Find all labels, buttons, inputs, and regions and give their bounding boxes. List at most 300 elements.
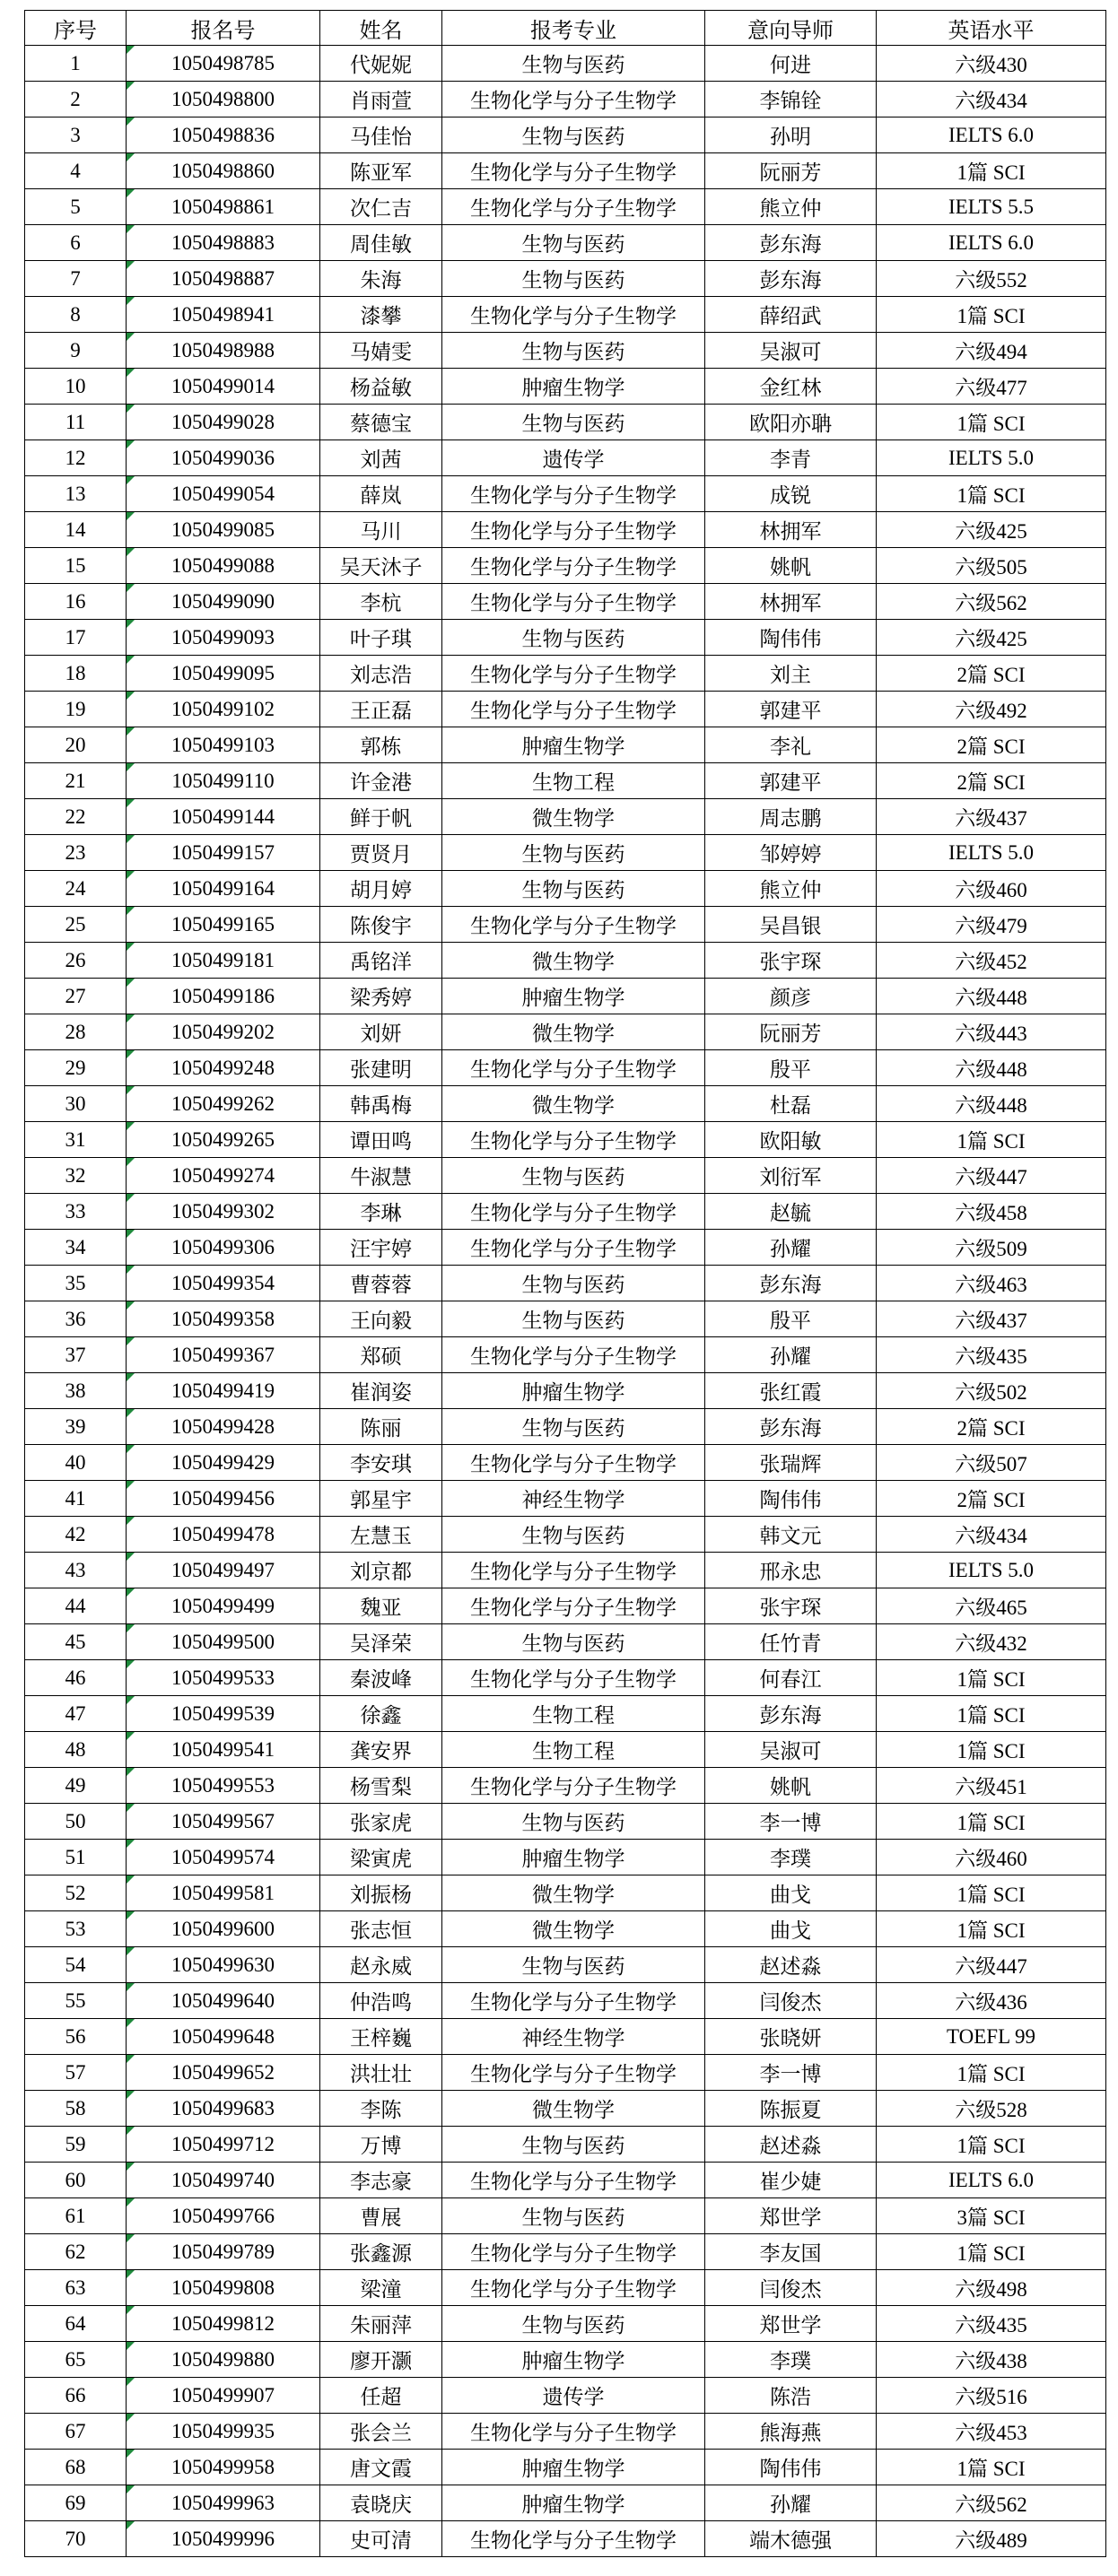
cell-major[interactable]: 生物化学与分子生物学 [442, 2414, 705, 2450]
cell-english-level[interactable]: 六级425 [877, 620, 1106, 656]
cell-registration-number[interactable]: 1050499103 [127, 727, 320, 763]
cell-registration-number[interactable]: 1050499202 [127, 1014, 320, 1050]
cell-name[interactable]: 朱丽萍 [320, 2306, 442, 2342]
cell-name[interactable]: 万博 [320, 2127, 442, 2163]
cell-english-level[interactable]: 六级516 [877, 2378, 1106, 2414]
cell-english-level[interactable]: 六级448 [877, 979, 1106, 1014]
cell-major[interactable]: 生物与医药 [442, 333, 705, 369]
cell-index[interactable]: 54 [25, 1947, 127, 1983]
cell-english-level[interactable]: 六级435 [877, 2306, 1106, 2342]
cell-name[interactable]: 秦波峰 [320, 1660, 442, 1696]
cell-english-level[interactable]: 六级502 [877, 1373, 1106, 1409]
cell-index[interactable]: 32 [25, 1158, 127, 1194]
cell-registration-number[interactable]: 1050499456 [127, 1481, 320, 1517]
cell-major[interactable]: 生物工程 [442, 763, 705, 799]
cell-english-level[interactable]: 六级562 [877, 584, 1106, 620]
cell-index[interactable]: 64 [25, 2306, 127, 2342]
cell-major[interactable]: 生物化学与分子生物学 [442, 476, 705, 512]
cell-supervisor[interactable]: 陶伟伟 [705, 2450, 877, 2485]
cell-supervisor[interactable]: 李璞 [705, 1840, 877, 1875]
cell-index[interactable]: 11 [25, 405, 127, 440]
cell-english-level[interactable]: IELTS 6.0 [877, 2163, 1106, 2198]
cell-supervisor[interactable]: 周志鹏 [705, 799, 877, 835]
cell-supervisor[interactable]: 姚帆 [705, 1768, 877, 1804]
cell-english-level[interactable]: 六级465 [877, 1588, 1106, 1624]
cell-index[interactable]: 14 [25, 512, 127, 548]
cell-index[interactable]: 29 [25, 1050, 127, 1086]
cell-index[interactable]: 68 [25, 2450, 127, 2485]
cell-registration-number[interactable]: 1050499090 [127, 584, 320, 620]
cell-major[interactable]: 生物化学与分子生物学 [442, 1050, 705, 1086]
cell-registration-number[interactable]: 1050499428 [127, 1409, 320, 1445]
cell-supervisor[interactable]: 林拥军 [705, 512, 877, 548]
cell-english-level[interactable]: 六级451 [877, 1768, 1106, 1804]
cell-registration-number[interactable]: 1050499600 [127, 1911, 320, 1947]
cell-registration-number[interactable]: 1050498836 [127, 117, 320, 153]
cell-registration-number[interactable]: 1050499648 [127, 2019, 320, 2055]
cell-major[interactable]: 生物化学与分子生物学 [442, 584, 705, 620]
cell-name[interactable]: 李陈 [320, 2091, 442, 2127]
cell-supervisor[interactable]: 殷平 [705, 1050, 877, 1086]
cell-index[interactable]: 6 [25, 225, 127, 261]
cell-name[interactable]: 叶子琪 [320, 620, 442, 656]
cell-index[interactable]: 3 [25, 117, 127, 153]
cell-registration-number[interactable]: 1050499880 [127, 2342, 320, 2378]
cell-registration-number[interactable]: 1050499036 [127, 440, 320, 476]
cell-supervisor[interactable]: 张宇琛 [705, 1588, 877, 1624]
cell-name[interactable]: 吴天沐子 [320, 548, 442, 584]
cell-supervisor[interactable]: 崔少婕 [705, 2163, 877, 2198]
cell-supervisor[interactable]: 李璞 [705, 2342, 877, 2378]
cell-major[interactable]: 生物化学与分子生物学 [442, 153, 705, 189]
cell-registration-number[interactable]: 1050499014 [127, 369, 320, 405]
cell-english-level[interactable]: 1篇 SCI [877, 1696, 1106, 1732]
cell-name[interactable]: 张鑫源 [320, 2234, 442, 2270]
cell-index[interactable]: 19 [25, 692, 127, 727]
cell-major[interactable]: 生物与医药 [442, 620, 705, 656]
cell-major[interactable]: 肿瘤生物学 [442, 1373, 705, 1409]
cell-supervisor[interactable]: 颜彦 [705, 979, 877, 1014]
cell-index[interactable]: 5 [25, 189, 127, 225]
cell-registration-number[interactable]: 1050499541 [127, 1732, 320, 1768]
cell-index[interactable]: 69 [25, 2485, 127, 2521]
cell-registration-number[interactable]: 1050498883 [127, 225, 320, 261]
cell-registration-number[interactable]: 1050499907 [127, 2378, 320, 2414]
cell-english-level[interactable]: 六级492 [877, 692, 1106, 727]
cell-index[interactable]: 38 [25, 1373, 127, 1409]
cell-registration-number[interactable]: 1050499164 [127, 871, 320, 907]
cell-supervisor[interactable]: 阮丽芳 [705, 1014, 877, 1050]
cell-major[interactable]: 生物化学与分子生物学 [442, 189, 705, 225]
cell-index[interactable]: 48 [25, 1732, 127, 1768]
cell-registration-number[interactable]: 1050499367 [127, 1337, 320, 1373]
cell-english-level[interactable]: 六级505 [877, 548, 1106, 584]
cell-name[interactable]: 李琳 [320, 1194, 442, 1230]
cell-registration-number[interactable]: 1050499274 [127, 1158, 320, 1194]
cell-name[interactable]: 鲜于帆 [320, 799, 442, 835]
cell-major[interactable]: 微生物学 [442, 799, 705, 835]
cell-index[interactable]: 60 [25, 2163, 127, 2198]
cell-major[interactable]: 生物与医药 [442, 225, 705, 261]
cell-registration-number[interactable]: 1050499102 [127, 692, 320, 727]
cell-index[interactable]: 49 [25, 1768, 127, 1804]
cell-english-level[interactable]: 1篇 SCI [877, 476, 1106, 512]
cell-name[interactable]: 刘京都 [320, 1553, 442, 1588]
cell-supervisor[interactable]: 孙耀 [705, 1230, 877, 1266]
cell-supervisor[interactable]: 赵述淼 [705, 2127, 877, 2163]
cell-supervisor[interactable]: 陶伟伟 [705, 1481, 877, 1517]
cell-index[interactable]: 13 [25, 476, 127, 512]
cell-name[interactable]: 王正磊 [320, 692, 442, 727]
cell-index[interactable]: 16 [25, 584, 127, 620]
cell-registration-number[interactable]: 1050498800 [127, 82, 320, 117]
cell-registration-number[interactable]: 1050498861 [127, 189, 320, 225]
cell-supervisor[interactable]: 端木德强 [705, 2521, 877, 2557]
cell-registration-number[interactable]: 1050499789 [127, 2234, 320, 2270]
cell-english-level[interactable]: 六级434 [877, 82, 1106, 117]
cell-supervisor[interactable]: 李青 [705, 440, 877, 476]
cell-name[interactable]: 徐鑫 [320, 1696, 442, 1732]
cell-index[interactable]: 30 [25, 1086, 127, 1122]
cell-name[interactable]: 崔润姿 [320, 1373, 442, 1409]
cell-major[interactable]: 生物与医药 [442, 1409, 705, 1445]
cell-supervisor[interactable]: 彭东海 [705, 1409, 877, 1445]
cell-english-level[interactable]: 六级447 [877, 1947, 1106, 1983]
cell-name[interactable]: 张建明 [320, 1050, 442, 1086]
cell-supervisor[interactable]: 郭建平 [705, 692, 877, 727]
cell-supervisor[interactable]: 欧阳亦聃 [705, 405, 877, 440]
cell-major[interactable]: 生物化学与分子生物学 [442, 1983, 705, 2019]
cell-english-level[interactable]: 六级507 [877, 1445, 1106, 1481]
cell-supervisor[interactable]: 吴昌银 [705, 907, 877, 943]
cell-english-level[interactable]: 六级425 [877, 512, 1106, 548]
cell-index[interactable]: 53 [25, 1911, 127, 1947]
cell-major[interactable]: 生物与医药 [442, 1624, 705, 1660]
cell-major[interactable]: 生物化学与分子生物学 [442, 907, 705, 943]
cell-major[interactable]: 生物化学与分子生物学 [442, 548, 705, 584]
cell-supervisor[interactable]: 曲戈 [705, 1911, 877, 1947]
cell-index[interactable]: 12 [25, 440, 127, 476]
cell-registration-number[interactable]: 1050499581 [127, 1875, 320, 1911]
cell-major[interactable]: 生物与医药 [442, 1804, 705, 1840]
cell-supervisor[interactable]: 孙耀 [705, 2485, 877, 2521]
cell-registration-number[interactable]: 1050499630 [127, 1947, 320, 1983]
cell-major[interactable]: 生物与医药 [442, 1947, 705, 1983]
cell-name[interactable]: 袁晓庆 [320, 2485, 442, 2521]
cell-supervisor[interactable]: 刘衍军 [705, 1158, 877, 1194]
cell-english-level[interactable]: IELTS 6.0 [877, 225, 1106, 261]
cell-name[interactable]: 郭栋 [320, 727, 442, 763]
cell-supervisor[interactable]: 刘主 [705, 656, 877, 692]
cell-name[interactable]: 魏亚 [320, 1588, 442, 1624]
cell-supervisor[interactable]: 彭东海 [705, 261, 877, 297]
cell-major[interactable]: 肿瘤生物学 [442, 2342, 705, 2378]
cell-english-level[interactable]: 1篇 SCI [877, 2450, 1106, 2485]
cell-supervisor[interactable]: 李礼 [705, 727, 877, 763]
cell-registration-number[interactable]: 1050499963 [127, 2485, 320, 2521]
cell-major[interactable]: 生物与医药 [442, 835, 705, 871]
cell-major[interactable]: 生物化学与分子生物学 [442, 1445, 705, 1481]
cell-supervisor[interactable]: 成锐 [705, 476, 877, 512]
cell-name[interactable]: 马川 [320, 512, 442, 548]
cell-registration-number[interactable]: 1050498988 [127, 333, 320, 369]
cell-english-level[interactable]: 六级489 [877, 2521, 1106, 2557]
cell-english-level[interactable]: 1篇 SCI [877, 1122, 1106, 1158]
cell-name[interactable]: 朱海 [320, 261, 442, 297]
cell-major[interactable]: 生物化学与分子生物学 [442, 2521, 705, 2557]
cell-name[interactable]: 梁潼 [320, 2270, 442, 2306]
cell-name[interactable]: 代妮妮 [320, 46, 442, 82]
cell-registration-number[interactable]: 1050499958 [127, 2450, 320, 2485]
cell-english-level[interactable]: 六级498 [877, 2270, 1106, 2306]
cell-supervisor[interactable]: 彭东海 [705, 1266, 877, 1301]
cell-registration-number[interactable]: 1050499766 [127, 2198, 320, 2234]
cell-english-level[interactable]: 1篇 SCI [877, 297, 1106, 333]
cell-english-level[interactable]: 六级430 [877, 46, 1106, 82]
cell-index[interactable]: 17 [25, 620, 127, 656]
cell-name[interactable]: 陈亚军 [320, 153, 442, 189]
cell-english-level[interactable]: IELTS 6.0 [877, 117, 1106, 153]
cell-name[interactable]: 周佳敏 [320, 225, 442, 261]
cell-index[interactable]: 31 [25, 1122, 127, 1158]
cell-english-level[interactable]: 六级562 [877, 2485, 1106, 2521]
cell-name[interactable]: 禹铭洋 [320, 943, 442, 979]
cell-registration-number[interactable]: 1050499683 [127, 2091, 320, 2127]
cell-registration-number[interactable]: 1050499358 [127, 1301, 320, 1337]
cell-supervisor[interactable]: 闫俊杰 [705, 1983, 877, 2019]
cell-supervisor[interactable]: 孙明 [705, 117, 877, 153]
cell-registration-number[interactable]: 1050499478 [127, 1517, 320, 1553]
cell-name[interactable]: 刘茜 [320, 440, 442, 476]
cell-major[interactable]: 生物与医药 [442, 1517, 705, 1553]
cell-english-level[interactable]: 1篇 SCI [877, 1804, 1106, 1840]
cell-major[interactable]: 遗传学 [442, 2378, 705, 2414]
cell-name[interactable]: 贾贤月 [320, 835, 442, 871]
cell-name[interactable]: 郑硕 [320, 1337, 442, 1373]
cell-registration-number[interactable]: 1050498860 [127, 153, 320, 189]
cell-index[interactable]: 27 [25, 979, 127, 1014]
cell-name[interactable]: 韩禹梅 [320, 1086, 442, 1122]
cell-major[interactable]: 生物与医药 [442, 1266, 705, 1301]
cell-registration-number[interactable]: 1050499306 [127, 1230, 320, 1266]
cell-english-level[interactable]: 2篇 SCI [877, 763, 1106, 799]
cell-index[interactable]: 66 [25, 2378, 127, 2414]
cell-major[interactable]: 生物工程 [442, 1732, 705, 1768]
cell-name[interactable]: 王梓巍 [320, 2019, 442, 2055]
cell-registration-number[interactable]: 1050499186 [127, 979, 320, 1014]
cell-registration-number[interactable]: 1050499500 [127, 1624, 320, 1660]
cell-english-level[interactable]: 1篇 SCI [877, 153, 1106, 189]
cell-registration-number[interactable]: 1050499110 [127, 763, 320, 799]
cell-registration-number[interactable]: 1050499028 [127, 405, 320, 440]
cell-name[interactable]: 漆攀 [320, 297, 442, 333]
cell-major[interactable]: 生物化学与分子生物学 [442, 1337, 705, 1373]
cell-registration-number[interactable]: 1050499354 [127, 1266, 320, 1301]
cell-major[interactable]: 生物化学与分子生物学 [442, 1194, 705, 1230]
cell-registration-number[interactable]: 1050499712 [127, 2127, 320, 2163]
cell-name[interactable]: 谭田鸣 [320, 1122, 442, 1158]
cell-index[interactable]: 20 [25, 727, 127, 763]
cell-registration-number[interactable]: 1050499181 [127, 943, 320, 979]
cell-english-level[interactable]: 六级528 [877, 2091, 1106, 2127]
cell-registration-number[interactable]: 1050499640 [127, 1983, 320, 2019]
cell-index[interactable]: 37 [25, 1337, 127, 1373]
cell-name[interactable]: 王向毅 [320, 1301, 442, 1337]
cell-index[interactable]: 52 [25, 1875, 127, 1911]
cell-name[interactable]: 牛淑慧 [320, 1158, 442, 1194]
cell-index[interactable]: 41 [25, 1481, 127, 1517]
cell-registration-number[interactable]: 1050498785 [127, 46, 320, 82]
cell-english-level[interactable]: 六级437 [877, 1301, 1106, 1337]
cell-supervisor[interactable]: 吴淑可 [705, 1732, 877, 1768]
cell-supervisor[interactable]: 何春江 [705, 1660, 877, 1696]
cell-english-level[interactable]: 六级458 [877, 1194, 1106, 1230]
cell-english-level[interactable]: 六级443 [877, 1014, 1106, 1050]
cell-english-level[interactable]: 六级452 [877, 943, 1106, 979]
cell-supervisor[interactable]: 张瑞辉 [705, 1445, 877, 1481]
cell-registration-number[interactable]: 1050499652 [127, 2055, 320, 2091]
cell-major[interactable]: 生物化学与分子生物学 [442, 2270, 705, 2306]
cell-supervisor[interactable]: 陈浩 [705, 2378, 877, 2414]
cell-name[interactable]: 胡月婷 [320, 871, 442, 907]
cell-name[interactable]: 张家虎 [320, 1804, 442, 1840]
cell-registration-number[interactable]: 1050499429 [127, 1445, 320, 1481]
cell-index[interactable]: 40 [25, 1445, 127, 1481]
cell-name[interactable]: 马婧雯 [320, 333, 442, 369]
cell-name[interactable]: 龚安界 [320, 1732, 442, 1768]
cell-major[interactable]: 生物与医药 [442, 46, 705, 82]
cell-supervisor[interactable]: 陈振夏 [705, 2091, 877, 2127]
cell-name[interactable]: 杨益敏 [320, 369, 442, 405]
cell-english-level[interactable]: 六级448 [877, 1050, 1106, 1086]
cell-supervisor[interactable]: 何进 [705, 46, 877, 82]
cell-supervisor[interactable]: 欧阳敏 [705, 1122, 877, 1158]
cell-name[interactable]: 廖开灏 [320, 2342, 442, 2378]
cell-name[interactable]: 吴泽荣 [320, 1624, 442, 1660]
cell-index[interactable]: 7 [25, 261, 127, 297]
cell-registration-number[interactable]: 1050499812 [127, 2306, 320, 2342]
cell-index[interactable]: 47 [25, 1696, 127, 1732]
cell-supervisor[interactable]: 林拥军 [705, 584, 877, 620]
cell-name[interactable]: 张会兰 [320, 2414, 442, 2450]
cell-english-level[interactable]: 六级447 [877, 1158, 1106, 1194]
cell-english-level[interactable]: 六级438 [877, 2342, 1106, 2378]
cell-registration-number[interactable]: 1050499302 [127, 1194, 320, 1230]
cell-name[interactable]: 任超 [320, 2378, 442, 2414]
cell-index[interactable]: 46 [25, 1660, 127, 1696]
cell-name[interactable]: 陈丽 [320, 1409, 442, 1445]
cell-registration-number[interactable]: 1050499157 [127, 835, 320, 871]
cell-major[interactable]: 生物与医药 [442, 1301, 705, 1337]
cell-supervisor[interactable]: 熊立仲 [705, 871, 877, 907]
cell-supervisor[interactable]: 姚帆 [705, 548, 877, 584]
cell-major[interactable]: 生物工程 [442, 1696, 705, 1732]
cell-english-level[interactable]: 六级435 [877, 1337, 1106, 1373]
cell-registration-number[interactable]: 1050499740 [127, 2163, 320, 2198]
cell-major[interactable]: 生物化学与分子生物学 [442, 1122, 705, 1158]
cell-supervisor[interactable]: 熊立仲 [705, 189, 877, 225]
cell-english-level[interactable]: 六级463 [877, 1266, 1106, 1301]
cell-index[interactable]: 62 [25, 2234, 127, 2270]
cell-supervisor[interactable]: 赵毓 [705, 1194, 877, 1230]
cell-major[interactable]: 肿瘤生物学 [442, 369, 705, 405]
cell-index[interactable]: 56 [25, 2019, 127, 2055]
cell-index[interactable]: 26 [25, 943, 127, 979]
cell-major[interactable]: 微生物学 [442, 1014, 705, 1050]
cell-major[interactable]: 生物化学与分子生物学 [442, 1660, 705, 1696]
cell-name[interactable]: 梁秀婷 [320, 979, 442, 1014]
cell-index[interactable]: 39 [25, 1409, 127, 1445]
cell-name[interactable]: 唐文霞 [320, 2450, 442, 2485]
cell-supervisor[interactable]: 熊海燕 [705, 2414, 877, 2450]
cell-supervisor[interactable]: 吴淑可 [705, 333, 877, 369]
cell-index[interactable]: 23 [25, 835, 127, 871]
cell-index[interactable]: 58 [25, 2091, 127, 2127]
cell-registration-number[interactable]: 1050499533 [127, 1660, 320, 1696]
cell-english-level[interactable]: 1篇 SCI [877, 2127, 1106, 2163]
cell-index[interactable]: 25 [25, 907, 127, 943]
cell-registration-number[interactable]: 1050499095 [127, 656, 320, 692]
cell-supervisor[interactable]: 李友国 [705, 2234, 877, 2270]
cell-major[interactable]: 微生物学 [442, 943, 705, 979]
cell-name[interactable]: 杨雪梨 [320, 1768, 442, 1804]
cell-english-level[interactable]: 六级437 [877, 799, 1106, 835]
cell-english-level[interactable]: 1篇 SCI [877, 1875, 1106, 1911]
cell-english-level[interactable]: 2篇 SCI [877, 1481, 1106, 1517]
cell-english-level[interactable]: 六级448 [877, 1086, 1106, 1122]
cell-major[interactable]: 神经生物学 [442, 1481, 705, 1517]
cell-major[interactable]: 生物化学与分子生物学 [442, 692, 705, 727]
cell-major[interactable]: 肿瘤生物学 [442, 727, 705, 763]
cell-index[interactable]: 9 [25, 333, 127, 369]
cell-supervisor[interactable]: 张晓妍 [705, 2019, 877, 2055]
cell-english-level[interactable]: 六级432 [877, 1624, 1106, 1660]
cell-major[interactable]: 肿瘤生物学 [442, 979, 705, 1014]
cell-supervisor[interactable]: 李一博 [705, 1804, 877, 1840]
cell-english-level[interactable]: IELTS 5.0 [877, 835, 1106, 871]
cell-name[interactable]: 李杭 [320, 584, 442, 620]
cell-supervisor[interactable]: 金红林 [705, 369, 877, 405]
cell-registration-number[interactable]: 1050499054 [127, 476, 320, 512]
cell-supervisor[interactable]: 阮丽芳 [705, 153, 877, 189]
cell-name[interactable]: 李安琪 [320, 1445, 442, 1481]
cell-supervisor[interactable]: 薛绍武 [705, 297, 877, 333]
cell-index[interactable]: 35 [25, 1266, 127, 1301]
cell-major[interactable]: 生物与医药 [442, 2306, 705, 2342]
cell-name[interactable]: 刘志浩 [320, 656, 442, 692]
cell-english-level[interactable]: IELTS 5.0 [877, 1553, 1106, 1588]
cell-name[interactable]: 郭星宇 [320, 1481, 442, 1517]
cell-index[interactable]: 57 [25, 2055, 127, 2091]
cell-name[interactable]: 曹展 [320, 2198, 442, 2234]
cell-registration-number[interactable]: 1050499093 [127, 620, 320, 656]
cell-supervisor[interactable]: 彭东海 [705, 225, 877, 261]
cell-supervisor[interactable]: 韩文元 [705, 1517, 877, 1553]
cell-index[interactable]: 22 [25, 799, 127, 835]
cell-index[interactable]: 42 [25, 1517, 127, 1553]
cell-major[interactable]: 生物化学与分子生物学 [442, 297, 705, 333]
cell-index[interactable]: 51 [25, 1840, 127, 1875]
cell-registration-number[interactable]: 1050499165 [127, 907, 320, 943]
cell-major[interactable]: 生物化学与分子生物学 [442, 1588, 705, 1624]
cell-index[interactable]: 44 [25, 1588, 127, 1624]
cell-index[interactable]: 65 [25, 2342, 127, 2378]
cell-major[interactable]: 生物与医药 [442, 117, 705, 153]
cell-name[interactable]: 次仁吉 [320, 189, 442, 225]
cell-english-level[interactable]: 六级479 [877, 907, 1106, 943]
cell-supervisor[interactable]: 郑世学 [705, 2306, 877, 2342]
cell-major[interactable]: 肿瘤生物学 [442, 2450, 705, 2485]
